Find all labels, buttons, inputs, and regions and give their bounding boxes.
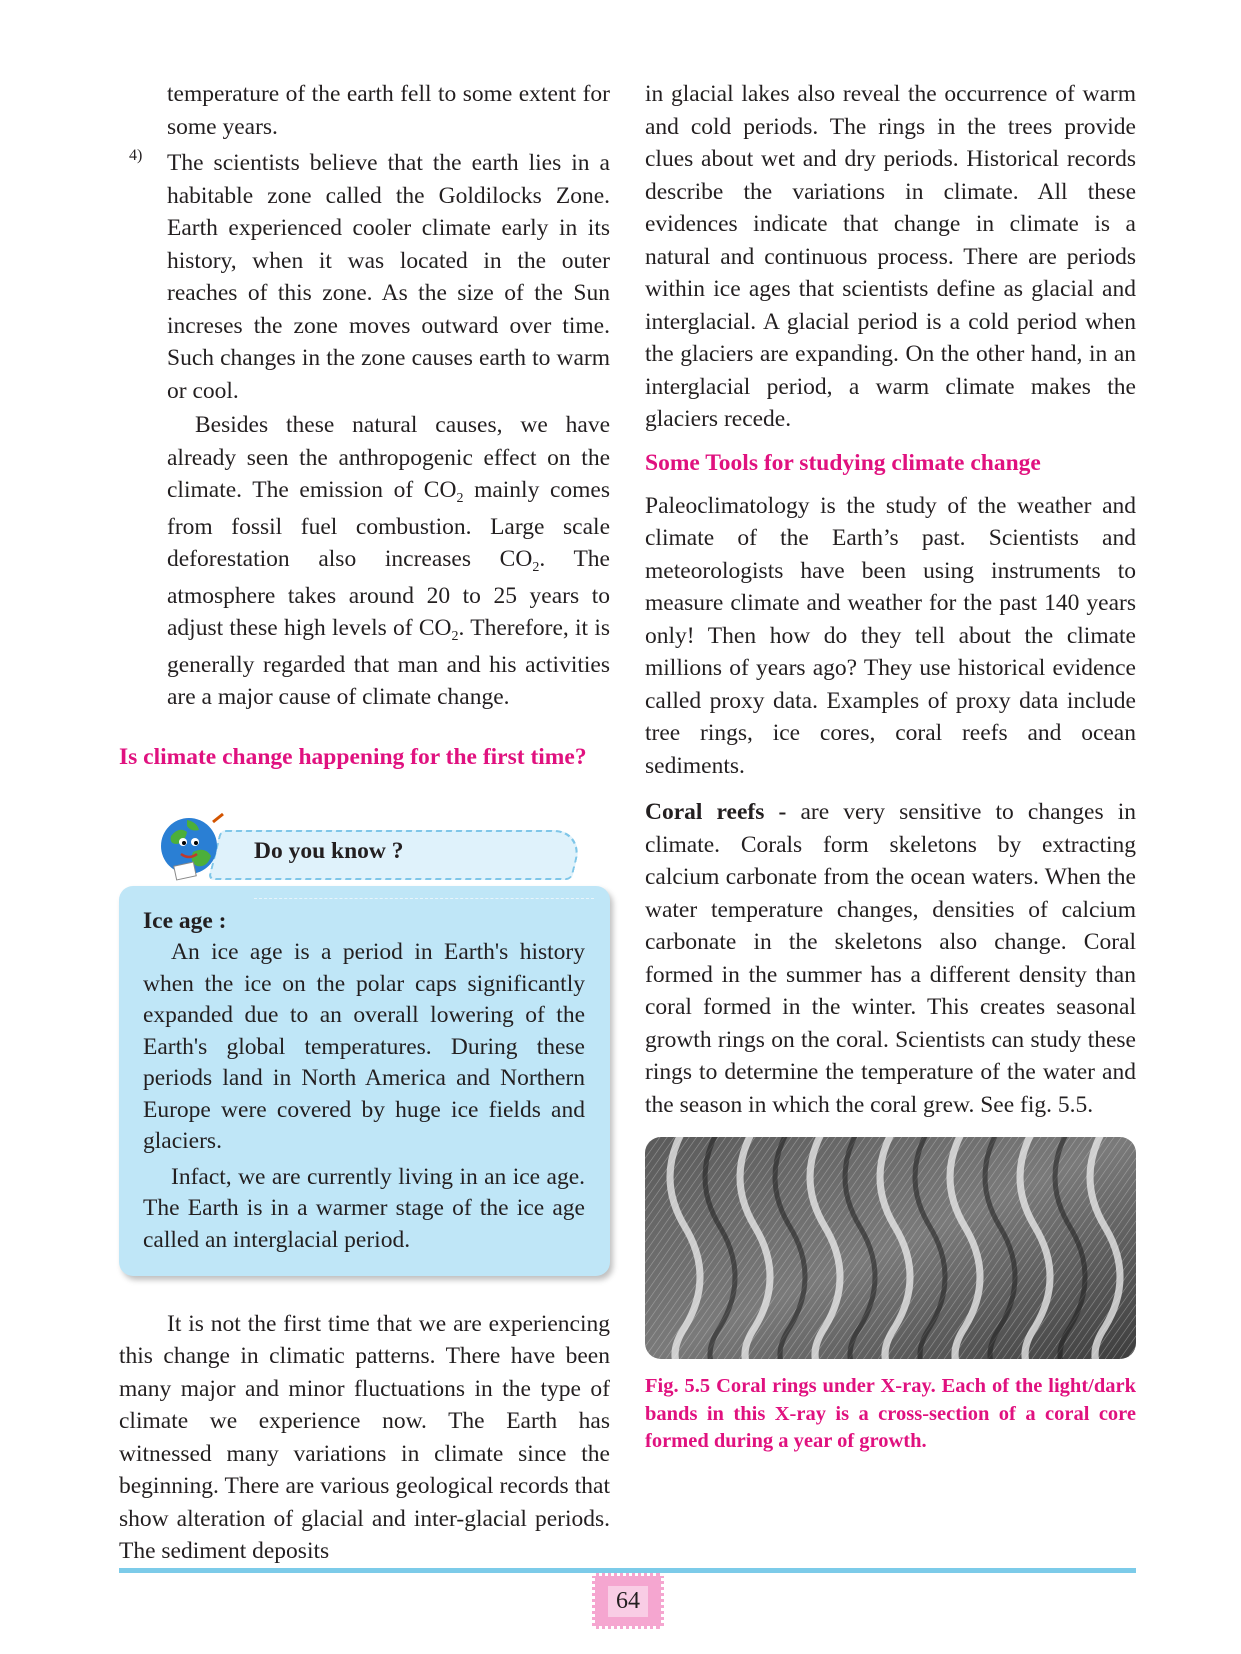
term-coral-reefs: Coral reefs -: [645, 799, 787, 825]
box-title: Ice age :: [143, 907, 227, 934]
section-heading-first-time: Is climate change happening for the first time?: [119, 743, 587, 770]
paragraph-continued: temperature of the earth fell to some extent for some years.: [167, 81, 610, 140]
box-paragraph-1: An ice age is a period in Earth's history when the ice on the polar caps significantly expanded due to an overall lowering of the Earth's global temperatures. During these periods land in North America and Northern Europe were covered by huge ice fields and glaciers.: [143, 939, 585, 1154]
coral-rings-figure: [645, 1137, 1136, 1359]
globe-mascot-icon: [157, 812, 227, 882]
do-you-know-box: [119, 806, 610, 1276]
paragraph-coral-reefs: Coral reefs - are very sensitive to changes in climate. Corals form skeletons by extracting calcium carbonate from the ocean waters. When the water temperature changes, densities of calcium carbonate in the skeletons also change. Coral formed in the summer has a different density than coral formed in the winter. This creates seasonal growth rings on the coral. Scientists can study these rings to determine the temperature of the water and the season in which the coral grew. See fig. 5.5.: [645, 799, 1136, 1118]
paragraph-besides: Besides these natural causes, we have already seen the anthropogenic effect on the climate. The emission of $CO_2$ mainly comes from fossil fuel combustion. Large scale deforestation also increases $CO_2$. The atmosphere takes around 20 to 25 years to adjust these high levels of $CO_2$. Therefore, it is generally regarded that man and his activities are a major cause of climate change.: [167, 412, 611, 710]
right-column: [645, 78, 1136, 1456]
paragraph-glacial: in glacial lakes also reveal the occurrence of warm and cold periods. The rings in the trees provide clues about wet and dry periods. Historical records describe the variations in climate. All these evidences indicate that change in climate is a natural and continuous process. There are periods within ice ages that scientists define as glacial and interglacial. A glacial period is a cold period when the glaciers are expanding. On the other hand, in an interglacial period, a warm climate makes the glaciers recede.: [645, 81, 1136, 432]
box-paragraph-2: Infact, we are currently living in an ice age. The Earth is in a warmer stage of the ice age called an interglacial period.: [143, 1163, 585, 1253]
list-item-text: The scientists believe that the earth lies in a habitable zone called the Goldilocks Zone. Earth experienced cooler climate early in its history, when it was located in the outer reaches of this zone. As the size of the Sun increses the zone moves outward over time. Such changes in the zone causes earth to warm or cool.: [167, 150, 610, 404]
section-heading-tools: Some Tools for studying climate change: [645, 449, 1041, 476]
left-column: [119, 78, 610, 1568]
paragraph-first-time: It is not the first time that we are experiencing this change in climatic patterns. There have been many major and minor fluctuations in the type of climate we experience now. The Earth has witnessed many variations in climate since the beginning. There are various geological records that show alteration of glacial and inter-glacial periods. The sediment deposits: [119, 1310, 610, 1564]
page-number: 64: [608, 1586, 648, 1617]
coral-xray-image: [645, 1137, 1136, 1359]
list-number: 4): [129, 147, 143, 164]
page-number-badge: [592, 1573, 664, 1629]
box-tab-label: Do you know ?: [254, 837, 404, 864]
box-content: [143, 906, 585, 1257]
figure-caption: Fig. 5.5 Coral rings under X-ray. Each of the light/dark bands in this X-ray is a cross-section of a coral core formed during a year of growth.: [645, 1375, 1136, 1452]
paragraph-paleoclimatology: Paleoclimatology is the study of the weather and climate of the Earth’s past. Scientists and meteorologists have been using instruments to measure climate and weather for the past 140 years only! Then how do they tell about the climate millions of years ago? They use historical evidence called proxy data. Examples of proxy data include tree rings, ice cores, coral reefs and ocean sediments.: [645, 492, 1136, 779]
box-divider: [254, 898, 594, 899]
list-item-4: [119, 147, 610, 407]
